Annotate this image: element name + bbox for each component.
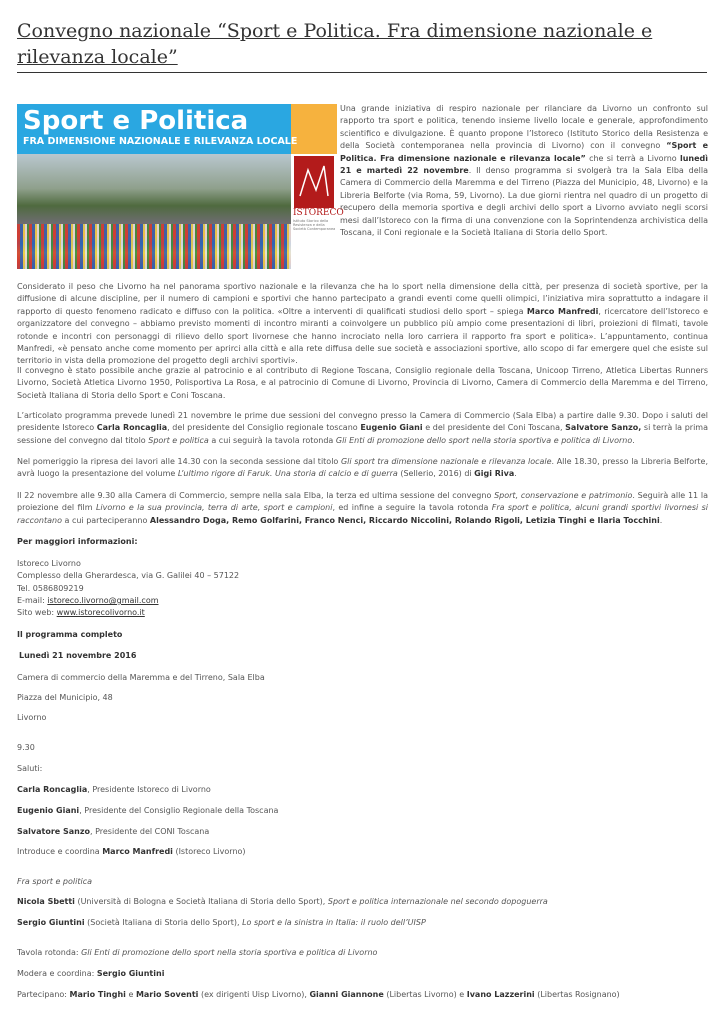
- istoreco-emblem-icon: [294, 156, 334, 208]
- info-phone: Tel. 0586809219: [17, 584, 84, 593]
- banner-orange-block: [291, 104, 337, 154]
- round-table: Tavola rotonda: Gli Enti di promozione dello sport nella storia sportiva e politica di Livorno: [17, 948, 378, 957]
- info-email-row: E-mail: istoreco.livorno@gmail.com: [17, 596, 159, 605]
- info-org: Istoreco Livorno: [17, 559, 81, 568]
- talk-sbetti: Nicola Sbetti (Università di Bologna e Società Italiana di Storia dello Sport), Sport e politica internazionale nel secondo dopoguerra: [17, 897, 548, 906]
- talk-giuntini: Sergio Giuntini (Società Italiana di Storia dello Sport), Lo sport e la sinistra in Italia: il ruolo dell’UISP: [17, 918, 426, 927]
- title-divider: [17, 72, 707, 73]
- info-address: Complesso della Gherardesca, via G. Galilei 40 – 57122: [17, 571, 240, 580]
- round-table-moderator: Modera e coordina: Sergio Giuntini: [17, 969, 165, 978]
- program-saluti: Saluti:: [17, 764, 43, 773]
- program-heading: Il programma completo: [17, 630, 123, 639]
- paragraph-day-one: L’articolato programma prevede lunedì 21 novembre le prime due sessioni del convegno presso la Camera di Commercio (Sala Elba) a partire dalle 9.30. Dopo i saluti del presidente Istoreco Carla Roncaglia, del presidente del Consiglio regionale toscano Eugenio Giani e del presidente del Coni Toscana, Salvatore Sanzo, si terrà la prima sessione del convegno dal titolo Sport e politica a cui seguirà la tavola rotonda Gli Enti di promozione dello sport nella storia sportiva e politica di Livorno.: [17, 411, 708, 445]
- istoreco-logo-tagline: Istituto Storico della Resistenza e della Società Contemporanea: [293, 219, 336, 231]
- round-table-participants: Partecipano: Mario Tinghi e Mario Soventi (ex dirigenti Uisp Livorno), Gianni Giannone (Libertas Livorno) e Ivano Lazzerini (Libertas Rosignano): [17, 990, 620, 999]
- istoreco-logo-text: ISTORECO: [293, 208, 344, 218]
- istoreco-logo: [291, 154, 344, 269]
- paragraph-context: Considerato il peso che Livorno ha nel panorama sportivo nazionale e la rilevanza che ha lo sport nella dimensione della città, per presenza di società sportive, per la diffusione di alcune discipline, per il numero di campioni e sportivi che hanno partecipato a grandi eventi come quelli olimpici, l’iniziativa mira soprattutto a indagare il rapporto di questo fenomeno radicato e diffuso con la politica. «Oltre a interventi di qualificati studiosi dello sport – spiega Marco Manfredi, ricercatore dell’Istoreco e organizzatore del convegno – abbiamo previsto momenti di incontro miranti a coinvolgere un pubblico più ampio come presentazioni di libri, proiezioni di filmati, tavole rotonde e incontri con personaggi di rilievo dello sport livornese che hanno incrociato nella loro carriera il rapporto fra sport e politica». L’appuntamento, continua Manfredi, «è pensato anche come momento per aprirci alla città e alla rete diffusa delle sue società e associazioni sportive, allo scopo di far emergere quel che esiste sul territorio in vista della promozione del progetto degli archivi sportivi».: [17, 282, 709, 366]
- program-day: Lunedì 21 novembre 2016: [19, 651, 137, 660]
- speaker-sanzo: Salvatore Sanzo, Presidente del CONI Toscana: [17, 827, 210, 836]
- page-title: Convegno nazionale “Sport e Politica. Fra dimensione nazionale e rilevanza locale”: [17, 20, 653, 68]
- session-title: Fra sport e politica: [17, 877, 92, 886]
- intro-paragraph: Una grande iniziativa di respiro nazionale per rilanciare da Livorno un confronto sul rapporto tra sport e politica, tenendo insieme livello locale e generale, approfondimento scientifico e divulgazione. È quanto propone l’Istoreco (Istituto Storico della Resistenza e della Società contemporanea nella provincia di Livorno) con il convegno “Sport e Politica. Fra dimensione nazionale e rilevanza locale” che si terrà a Livorno lunedì 21 e martedì 22 novembre. Il denso programma si svolgerà tra la Sala Elba della Camera di Commercio della Maremma e del Tirreno (Piazza del Municipio, 48, Livorno) e la Libreria Belforte (via Roma, 59, Livorno). La due giorni rientra nel quadro di un progetto di recupero della memoria sportiva e degli archivi dello sport a Livorno avviato negli scorsi mesi dall’Istoreco con la firma di una convenzione con la Soprintendenza archivistica della Toscana, il Coni regionale e la Società Italiana di Storia dello Sport.: [340, 104, 709, 238]
- paragraph-day-two: Il 22 novembre alle 9.30 alla Camera di Commercio, sempre nella sala Elba, la terza ed ultima sessione del convegno Sport, conservazione e patrimonio. Seguirà alle 11 la proiezione del film Livorno e la sua provincia, terra di arte, sport e campioni, ed infine a seguire la tavola rotonda Fra sport e politica, alcuni grandi sportivi livornesi si raccontano a cui parteciperanno Alessandro Doga, Remo Golfarini, Franco Nenci, Riccardo Niccolini, Rolando Rigoli, Letizia Tinghi e Ilaria Tocchini.: [17, 491, 708, 525]
- program-coordinator: Introduce e coordina Marco Manfredi (Istoreco Livorno): [17, 847, 246, 856]
- info-heading: Per maggiori informazioni:: [17, 537, 138, 546]
- crowd-runners: [17, 224, 291, 269]
- paragraph-afternoon: Nel pomeriggio la ripresa dei lavori alle 14.30 con la seconda sessione dal titolo Gli sport tra dimensione nazionale e rilevanza locale. Alle 18.30, presso la Libreria Belforte, avrà luogo la presentazione del volume L’ultimo rigore di Faruk. Una storia di calcio e di guerra (Sellerio, 2016) di Gigi Riva.: [17, 457, 709, 479]
- speaker-giani: Eugenio Giani, Presidente del Consiglio Regionale della Toscana: [17, 806, 279, 815]
- program-venue-address: Piazza del Municipio, 48: [17, 693, 113, 702]
- paragraph-sponsors: Il convegno è stato possibile anche grazie al patrocinio e al contributo di Regione Toscana, Consiglio regionale della Toscana, Unicoop Tirreno, Atletica Libertas Runners Livorno, Società Atletica Livorno 1950, Polisportiva La Rosa, e al patrocinio di Comune di Livorno, Provincia di Livorno, Camera di Commercio della Maremma e del Tirreno, Società Italiana di Storia dello Sport e Coni Toscana.: [17, 366, 708, 400]
- istoreco-logo-mark: [294, 156, 334, 208]
- speaker-roncaglia: Carla Roncaglia, Presidente Istoreco di Livorno: [17, 785, 211, 794]
- email-link[interactable]: istoreco.livorno@gmail.com: [47, 596, 159, 605]
- program-venue: Camera di commercio della Maremma e del Tirreno, Sala Elba: [17, 673, 265, 682]
- banner-subtitle: FRA DIMENSIONE NAZIONALE E RILEVANZA LOCALE: [23, 136, 298, 147]
- website-link[interactable]: www.istorecolivorno.it: [56, 608, 145, 617]
- program-time: 9.30: [17, 743, 35, 752]
- program-venue-city: Livorno: [17, 713, 47, 722]
- info-web-row: Sito web: www.istorecolivorno.it: [17, 608, 145, 617]
- event-banner-image: [17, 104, 344, 269]
- banner-title: Sport e Politica: [23, 106, 249, 136]
